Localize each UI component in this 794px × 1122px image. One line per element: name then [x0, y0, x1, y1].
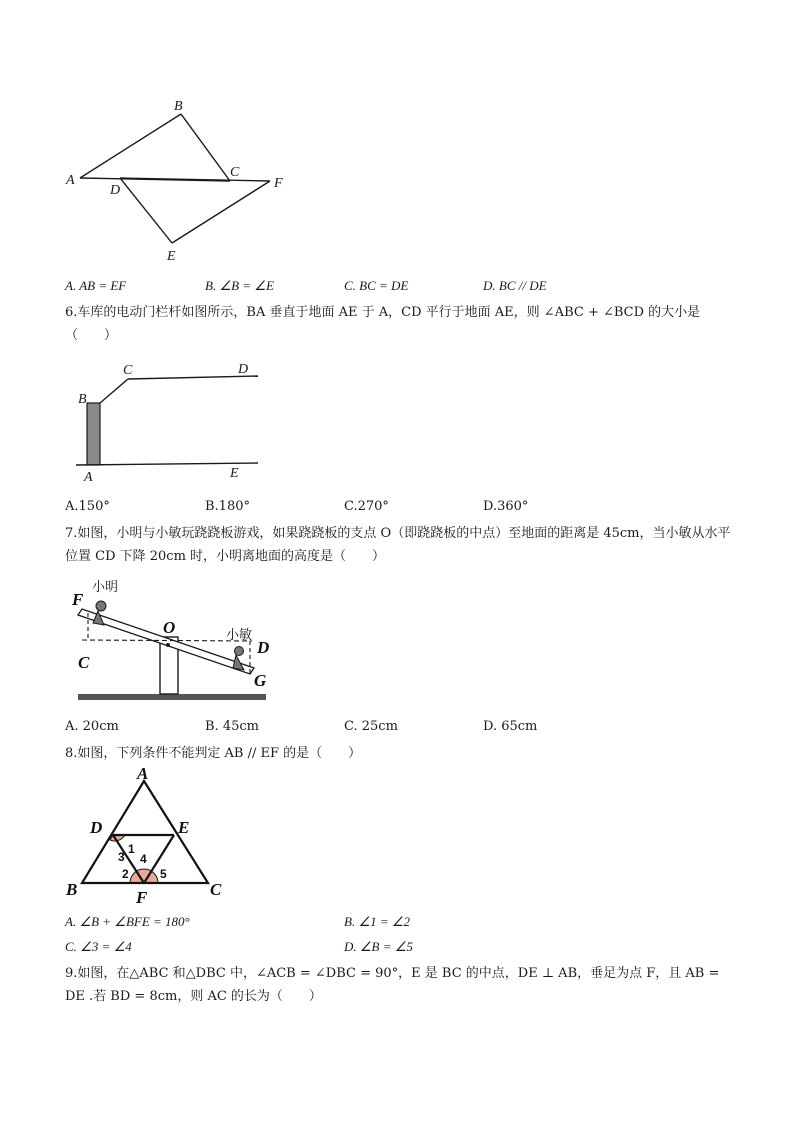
label-D: D	[90, 818, 103, 837]
q6-option-d[interactable]: D.360°	[483, 499, 529, 514]
q5-options	[65, 278, 745, 298]
q7-options	[65, 719, 745, 739]
q8-options-row2	[65, 939, 745, 959]
q6-option-a[interactable]: A.150°	[65, 499, 110, 514]
q8-option-c[interactable]: C. ∠3 = ∠4	[65, 939, 132, 954]
q7-option-d[interactable]: D. 65cm	[483, 719, 538, 734]
label-angle-3: 3	[118, 850, 125, 864]
label-F: F	[136, 888, 148, 905]
segment-BC	[181, 114, 230, 181]
q5-option-d[interactable]: D. BC // DE	[483, 278, 547, 293]
q6-option-c[interactable]: C.270°	[344, 499, 389, 514]
label-angle-4: 4	[140, 852, 147, 866]
label-A: A	[66, 173, 75, 188]
segment-EF	[144, 835, 174, 883]
label-O: O	[163, 618, 176, 637]
label-B: B	[66, 880, 78, 899]
q5-option-c[interactable]: C. BC = DE	[344, 278, 409, 293]
figure-q7	[68, 573, 278, 713]
q6-option-b[interactable]: B.180°	[205, 499, 250, 514]
q7-option-a[interactable]: A. 20cm	[65, 719, 119, 734]
label-B: B	[174, 99, 183, 114]
label-C: C	[123, 363, 133, 378]
q8-option-a[interactable]: A. ∠B + ∠BFE = 180°	[65, 914, 190, 929]
ground-AE	[76, 463, 258, 465]
segment-EF	[172, 181, 270, 243]
q9-text: 9.如图，在△ABC 和△DBC 中，∠ACB = ∠DBC = 90°，E 是 BC 的中点，DE ⊥ AB，垂足为点 F，且 AB = DE .若 BD = 8cm，则 AC 的长为（ ）	[65, 966, 724, 1004]
q8-text: 8.如图，下列条件不能判定 AB // EF 的是（ ）	[65, 746, 362, 761]
q6-text: 6.车库的电动门栏杆如图所示，BA 垂直于地面 AE 于 A，CD 平行于地面 AE，则 ∠ABC + ∠BCD 的大小是（ ）	[65, 305, 701, 343]
label-A: A	[84, 470, 93, 485]
q5-option-b[interactable]: B. ∠B = ∠E	[205, 278, 274, 293]
q7-option-c[interactable]: C. 25cm	[344, 719, 398, 734]
label-E: E	[230, 466, 239, 481]
q8-option-b[interactable]: B. ∠1 = ∠2	[344, 914, 411, 929]
segment-AB	[80, 114, 181, 178]
label-A: A	[137, 765, 149, 783]
label-D: D	[110, 183, 121, 198]
pivot-pin	[166, 643, 170, 647]
q5-option-a[interactable]: A. AB = EF	[65, 278, 127, 293]
ground	[78, 694, 266, 700]
q8-option-d[interactable]: D. ∠B = ∠5	[344, 939, 413, 954]
label-xiaomin: 小敏	[226, 628, 253, 643]
label-D: D	[257, 638, 270, 657]
label-F: F	[72, 590, 84, 609]
q7-option-b[interactable]: B. 45cm	[205, 719, 259, 734]
label-C: C	[78, 653, 90, 672]
label-angle-1: 1	[128, 842, 135, 856]
segment-DE	[120, 178, 172, 243]
label-angle-5: 5	[160, 867, 167, 881]
label-xiaoming: 小明	[92, 580, 119, 595]
label-F: F	[274, 176, 283, 191]
arc-angle-4	[130, 869, 158, 883]
q6-options	[65, 499, 745, 519]
person-xiaomin	[233, 647, 244, 671]
figure-q5	[60, 92, 310, 267]
figure-q6	[70, 355, 270, 490]
label-C: C	[230, 165, 240, 180]
label-G: G	[254, 671, 267, 690]
figure-q8	[60, 765, 235, 905]
label-D: D	[238, 362, 249, 377]
q8-options-row1	[65, 914, 745, 934]
gate-post	[87, 403, 100, 465]
label-E: E	[167, 249, 176, 264]
q7-text: 7.如图，小明与小敏玩跷跷板游戏，如果跷跷板的支点 O（即跷跷板的中点）至地面的距离是 45cm，当小敏从水平位置 CD 下降 20cm 时，小明离地面的高度是（ ）	[65, 526, 731, 564]
label-angle-2: 2	[122, 867, 129, 881]
label-C: C	[210, 880, 222, 899]
segment-BC	[100, 379, 128, 403]
label-E: E	[178, 818, 190, 837]
label-B: B	[78, 392, 87, 407]
